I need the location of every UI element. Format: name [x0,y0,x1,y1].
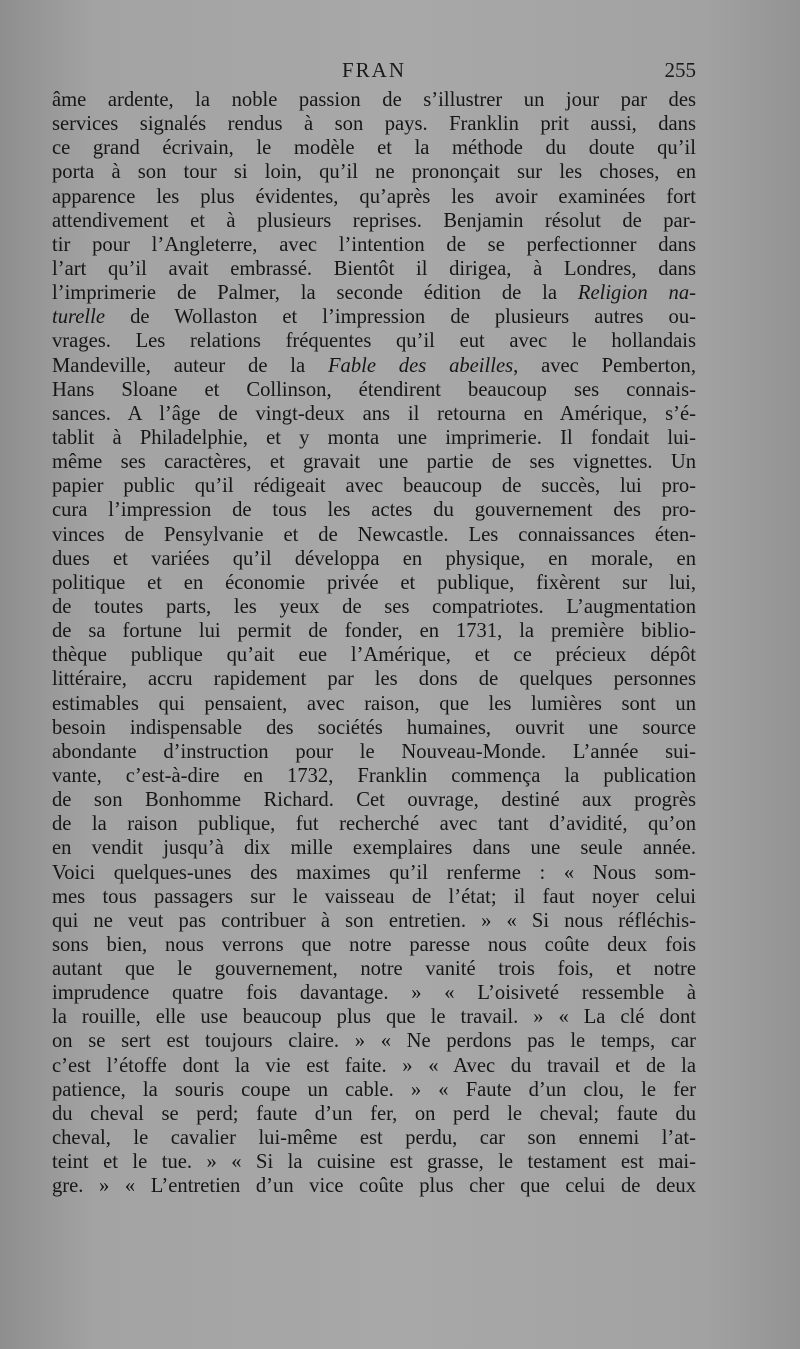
text-line: porta à son tour si loin, qu’il ne prononçait sur les choses, en [52,161,696,184]
text-line: cura l’impression de tous les actes du gouvernement des pro- [52,499,696,522]
text-line: de toutes parts, les yeux de ses compatriotes. L’augmentation [52,595,696,618]
text-line: de la raison publique, fut recherché avec tant d’avidité, qu’on [52,813,696,836]
text-line: la rouille, elle use beaucoup plus que le travail. » « La clé dont [52,1006,696,1029]
text-line: âme ardente, la noble passion de s’illustrer un jour par des [52,89,696,111]
text-line: Voici quelques-unes des maximes qu’il renferme : « Nous som- [52,861,696,884]
text-line: l’imprimerie de Palmer, la seconde édition de la Religion na- [52,282,696,305]
text-line: du cheval se perd; faute d’un fer, on perd le cheval; faute du [52,1102,696,1125]
text-line: sances. A l’âge de vingt-deux ans il retourna en Amérique, s’é- [52,402,696,425]
text-line: on se sert est toujours claire. » « Ne perdons pas le temps, car [52,1030,696,1053]
page-number: 255 [664,58,696,82]
text-line: tir pour l’Angleterre, avec l’intention de se perfectionner dans [52,233,696,256]
text-line: même ses caractères, et gravait une partie de ses vignettes. Un [52,451,696,474]
text-line: abondante d’instruction pour le Nouveau-Monde. L’année sui- [52,740,696,763]
text-line: gre. » « L’entretien d’un vice coûte plus cher que celui de deux [52,1175,696,1198]
text-line: politique et en économie privée et publique, fixèrent sur lui, [52,571,696,594]
text-line: en vendit jusqu’à dix mille exemplaires dans une seule année. [52,837,696,860]
running-head: FRAN [341,58,407,82]
text-line: thèque publique qu’ait eue l’Amérique, et ce précieux dépôt [52,644,696,667]
text-line: littéraire, accru rapidement par les dons de quelques personnes [52,668,696,691]
text-line: papier public qu’il rédigeait avec beaucoup de succès, lui pro- [52,475,696,498]
text-line: imprudence quatre fois davantage. » « L’oisiveté ressemble à [52,982,696,1005]
text-line: estimables qui pensaient, avec raison, que les lumières sont un [52,692,696,715]
text-line: cheval, le cavalier lui-même est perdu, car son ennemi l’at- [52,1127,696,1150]
body-text [52,88,696,1198]
text-line: Mandeville, auteur de la Fable des abeilles, avec Pemberton, [52,354,696,377]
text-line: ce grand écrivain, le modèle et la méthode du doute qu’il [52,137,696,160]
text-line: vrages. Les relations fréquentes qu’il eut avec le hollandais [52,330,696,353]
text-line: turelle de Wollaston et l’impression de plusieurs autres ou- [52,306,696,329]
text-line: autant que le gouvernement, notre vanité trois fois, et notre [52,958,696,981]
text-line: attendivement et à plusieurs reprises. Benjamin résolut de par- [52,209,696,232]
text-line: vante, c’est-à-dire en 1732, Franklin commença la publication [52,764,696,787]
text-line: dues et variées qu’il développa en physique, en morale, en [52,547,696,570]
text-line: tablit à Philadelphie, et y monta une imprimerie. Il fondait lui- [52,426,696,449]
text-line: sons bien, nous verrons que notre paresse nous coûte deux fois [52,933,696,956]
text-line: Hans Sloane et Collinson, étendirent beaucoup ses connais- [52,378,696,401]
text-line: apparence les plus évidentes, qu’après les avoir examinées fort [52,185,696,208]
text-line: mes tous passagers sur le vaisseau de l’état; il faut noyer celui [52,885,696,908]
text-line: vinces de Pensylvanie et de Newcastle. Les connaissances éten- [52,523,696,546]
text-line: c’est l’étoffe dont la vie est faite. » « Avec du travail et de la [52,1054,696,1077]
text-line: qui ne veut pas contribuer à son entretien. » « Si nous réfléchis- [52,909,696,932]
text-line: besoin indispensable des sociétés humaines, ouvrit une source [52,716,696,739]
text-line: de son Bonhomme Richard. Cet ouvrage, destiné aux progrès [52,789,696,812]
text-line: l’art qu’il avait embrassé. Bientôt il dirigea, à Londres, dans [52,257,696,280]
text-line: teint et le tue. » « Si la cuisine est grasse, le testament est mai- [52,1151,696,1174]
text-line: services signalés rendus à son pays. Franklin prit aussi, dans [52,113,696,136]
text-line: patience, la souris coupe un cable. » « Faute d’un clou, le fer [52,1078,696,1101]
page-header [52,58,696,88]
text-line: de sa fortune lui permit de fonder, en 1731, la première biblio- [52,620,696,643]
